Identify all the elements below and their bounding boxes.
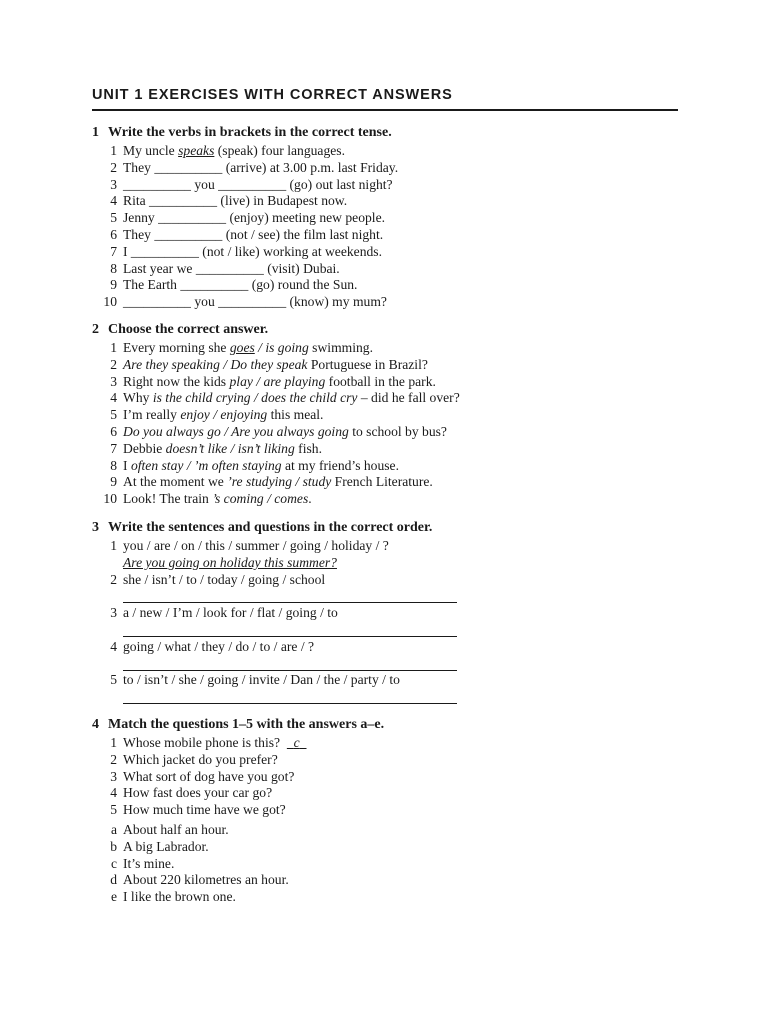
item-number: 3 [110,768,117,784]
item-text-part: – did he fall over? [357,390,460,406]
list-item [92,294,692,311]
answer-line[interactable] [123,590,457,603]
exercise-number: 2 [92,322,99,337]
item-option: Do you always go / Are you always going [123,423,349,439]
example-answer: Are you going on holiday this summer? [123,554,337,570]
item-number: 10 [103,491,117,507]
item-text-part: fish. [294,440,322,456]
exercise-number: 4 [92,717,99,732]
exercise-2 [92,320,692,508]
item-number: 9 [110,474,117,490]
item-text: Jenny __________ (enjoy) meeting new people. [123,210,385,226]
item-number: 1 [110,538,117,553]
answer-item [92,889,692,906]
list-item [92,160,692,177]
item-text-part: I’m really [123,407,181,423]
item-text: I like the brown one. [123,889,236,905]
answer-line-row [92,689,692,706]
item-text: a / new / I’m / look for / flat / going / to [123,605,338,621]
exercise-4-heading [92,715,692,735]
exercise-1-heading [92,123,692,143]
item-text: About 220 kilometres an hour. [123,872,289,888]
example-answer-row [92,555,692,572]
item-text: How much time have we got? [123,802,286,818]
item-text: Which jacket do you prefer? [123,751,278,767]
item-text: A big Labrador. [123,838,209,854]
exercise-2-heading [92,320,692,340]
item-text [123,424,447,441]
item-number: 2 [110,751,117,767]
item-text-part: . [308,491,312,507]
item-text-part: Look! The train [123,491,213,507]
item-number: 5 [110,802,117,818]
item-number: 6 [110,423,117,439]
item-text [123,340,373,357]
item-letter: e [110,889,117,905]
exercise-4 [92,715,692,906]
item-number: 5 [110,210,117,226]
item-text: It’s mine. [123,855,175,871]
item-number: 3 [110,373,117,389]
item-text: I __________ (not / like) working at weekends. [123,243,382,259]
list-item [92,474,692,491]
answer-item [92,839,692,856]
exercise-3 [92,518,692,706]
exercise-instruction: Choose the correct answer. [108,322,269,337]
answer-line-row [92,588,692,605]
item-text-part: to school by bus? [348,423,447,439]
list-item [92,277,692,294]
item-text: Last year we __________ (visit) Dubai. [123,260,340,276]
item-text: What sort of dog have you got? [123,768,295,784]
exercise-instruction: Write the verbs in brackets in the correct tense. [108,125,392,140]
item-text [123,407,323,424]
item-number: 5 [110,407,117,423]
item-text-part: swimming. [308,340,373,355]
item-text-part: Why [123,390,153,406]
list-item [92,177,692,194]
item-text [123,441,322,458]
item-option: enjoy / enjoying [180,407,268,423]
question-item [92,752,692,769]
list-item [92,143,692,160]
item-number: 2 [110,571,117,587]
item-text [123,491,312,508]
question-item [92,802,692,819]
list-item [92,491,692,508]
list-item [92,441,692,458]
example-answer: speaks [178,143,215,158]
item-text [123,390,460,407]
item-number: 1 [110,735,117,750]
item-number: 3 [110,176,117,192]
item-text: __________ you __________ (know) my mum? [123,294,387,310]
item-option: play / are playing [229,373,326,389]
item-number: 7 [110,440,117,456]
exercise-instruction: Write the sentences and questions in the correct order. [108,520,433,535]
item-text-part: at my friend’s house. [281,457,399,473]
list-item [92,261,692,278]
item-number: 2 [110,356,117,372]
item-number: 4 [110,390,117,406]
item-text [123,143,345,160]
item-text [123,474,433,491]
question-item [92,735,692,752]
item-option: often stay / ’m often staying [130,457,282,473]
item-number: 4 [110,638,117,654]
item-number: 5 [110,672,117,688]
list-item [92,340,692,357]
item-option: doesn’t like / isn’t liking [165,440,295,456]
item-text [123,357,428,374]
item-number: 6 [110,226,117,242]
item-number: 1 [110,340,117,355]
item-text: The Earth __________ (go) round the Sun. [123,277,358,293]
item-text: you / are / on / this / summer / going / holiday / ? [123,538,389,553]
item-number: 1 [110,143,117,158]
item-text: going / what / they / do / to / are / ? [123,638,315,654]
exercise-3-heading [92,518,692,538]
item-text: About half an hour. [123,821,229,837]
list-item [92,193,692,210]
item-number: 8 [110,457,117,473]
list-item [92,639,692,656]
answer-line[interactable] [123,624,457,637]
item-text-part: Right now the kids [123,373,230,389]
item-number: 2 [110,159,117,175]
item-text-part: (speak) four languages. [214,143,345,158]
item-text-part: My uncle [123,143,179,158]
item-text-part: this meal. [267,407,324,423]
list-item [92,244,692,261]
item-text: __________ you __________ (go) out last night? [123,176,393,192]
exercise-number: 3 [92,520,99,535]
item-number: 10 [103,294,117,310]
answer-line-row [92,622,692,639]
item-letter: a [110,821,117,837]
list-item [92,357,692,374]
item-text: They __________ (arrive) at 3.00 p.m. last Friday. [123,159,399,175]
example-answer: goes [229,340,255,355]
list-item [92,407,692,424]
item-text [123,458,399,475]
item-text-part: Debbie [123,440,166,456]
title-rule [92,109,678,111]
item-text-part: Every morning she [123,340,230,355]
item-number: 8 [110,260,117,276]
page-title: UNIT 1 EXERCISES WITH CORRECT ANSWERS [92,87,453,103]
example-answer-letter: c [293,735,300,750]
answer-line[interactable] [123,691,457,704]
answer-item [92,872,692,889]
list-item [92,458,692,475]
exercise-number: 1 [92,125,99,140]
item-text [123,374,436,391]
item-option: Are they speaking / Do they speak [123,356,308,372]
item-text-part: football in the park. [325,373,436,389]
item-number: 3 [110,605,117,621]
item-text: Rita __________ (live) in Budapest now. [123,193,348,209]
item-letter: c [110,855,117,871]
list-item [92,672,692,689]
list-item [92,227,692,244]
question-item [92,769,692,786]
item-option: ’s coming / comes [212,491,309,507]
item-text-part: I [123,457,131,473]
item-letter: b [110,838,117,854]
item-number: 9 [110,277,117,293]
question-text: Whose mobile phone is this? [123,735,281,750]
item-text: to / isn’t / she / going / invite / Dan / the / party / to [123,672,400,688]
exercise-instruction: Match the questions 1–5 with the answers a–e. [108,717,385,732]
item-text-part: Portuguese in Brazil? [307,356,428,372]
item-letter: d [110,872,117,888]
example-answer [287,735,307,750]
item-text: she / isn’t / to / today / going / school [123,571,326,587]
list-item [92,374,692,391]
list-item [92,424,692,441]
answer-line[interactable] [123,658,457,671]
item-option: is the child crying / does the child cry [152,390,358,406]
item-option: ’re studying / study [227,474,332,490]
list-item [92,605,692,622]
exercise-1 [92,123,692,311]
answer-item [92,856,692,873]
item-text: How fast does your car go? [123,785,273,801]
item-text-part: French Literature. [331,474,433,490]
item-number: 4 [110,785,117,801]
item-text: They __________ (not / see) the film last night. [123,226,384,242]
item-text [123,735,307,752]
list-item [92,390,692,407]
item-text-part: At the moment we [123,474,228,490]
item-number: 4 [110,193,117,209]
list-item [92,210,692,227]
list-item [92,538,692,555]
item-number: 7 [110,243,117,259]
question-item [92,785,692,802]
list-item [92,572,692,589]
answer-line-row [92,656,692,673]
answer-item [92,822,692,839]
item-option: / is going [254,340,309,355]
